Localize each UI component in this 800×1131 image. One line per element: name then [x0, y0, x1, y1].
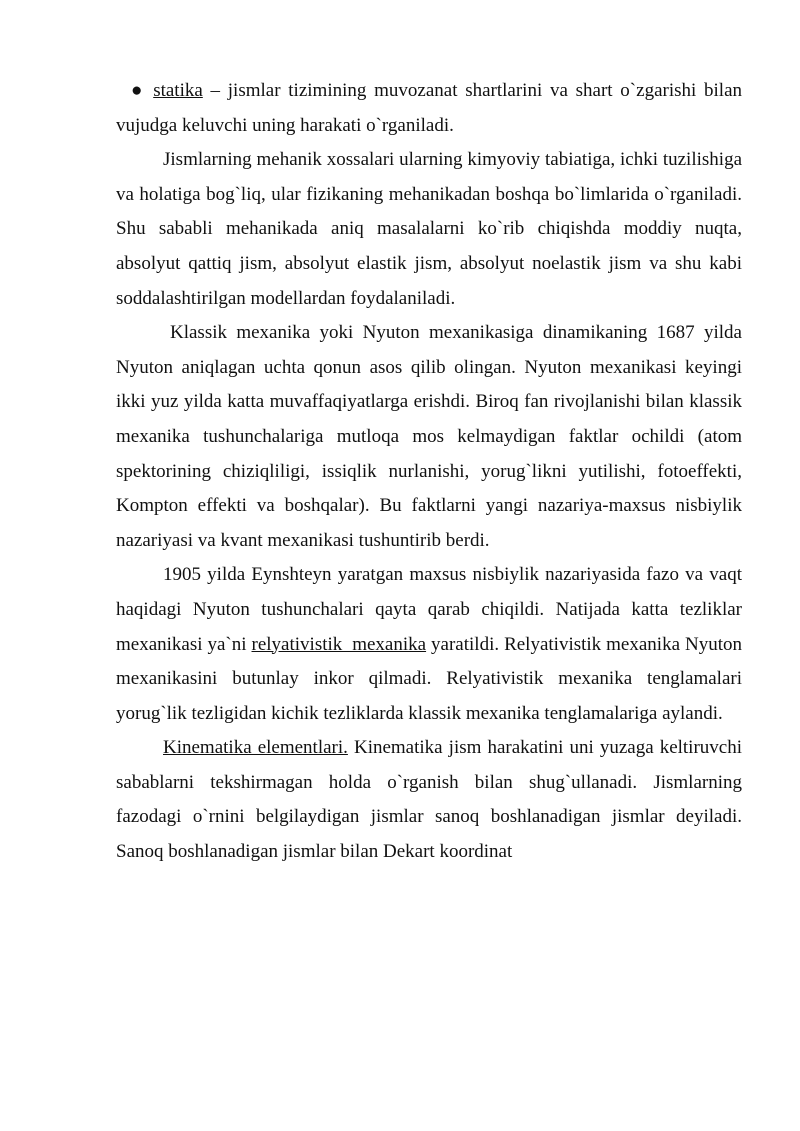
- paragraph-classical-mechanics: Klassik mexanika yoki Nyuton mexanikasiga dinamikaning 1687 yilda Nyuton aniqlagan uchta qonun asos qilib olingan. Nyuton mexanikasi keyingi ikki yuz yilda katta muvaffaqiyatlarga erishdi. Biroq fan rivojlanishi bilan klassik mexanika tushunchalariga mutloqa mos kelmaydigan faktlar ochildi (atom spektorining chiziqliligi, issiqlik nurlanishi, yorug`likni yutilishi, fotoeffekti, Kompton effekti va boshqalar). Bu faktlarni yangi nazariya-maxsus nisbiylik nazariyasi va kvant mexanikasi tushuntirib berdi.: [116, 322, 742, 551]
- statika-definition: – jismlar tizimining muvozanat shartlarini va shart o`zgarishi bilan vujudga keluvchi uning harakati o`rganiladi.: [116, 80, 743, 136]
- statika-term: statika: [153, 80, 203, 101]
- bullet-marker: ●: [131, 80, 146, 101]
- paragraph-relativistic-mechanics: [116, 558, 742, 731]
- relativity-text-after: yaratildi. Relyativistik mexanika Nyuton mexanikasini butunlay inkor qilmadi. Relyativistik mexanika tenglamalari yorug`lik tezligidan kichik tezliklarda klassik mexanika tenglamalariga aylandi.: [116, 633, 742, 724]
- kinematics-text: Kinematika jism harakatini uni yuzaga keltiruvchi sabablarni tekshirmagan holda o`rganish bilan shug`ullanadi. Jismlarning fazodagi o`rnini belgilaydigan jismlar sanoq boshlanadigan jismlar deyiladi. Sanoq boshlanadigan jismlar bilan Dekart koordinat: [116, 737, 742, 863]
- relativistic-mechanics-term: relyativistik mexanika: [251, 633, 427, 655]
- paragraph-mechanical-properties: Jismlarning mehanik xossalari ularning kimyoviy tabiatiga, ichki tuzilishiga va holatiga bog`liq, ular fizikaning mehanikadan boshqa bo`limlarida o`rganiladi. Shu sababli mehanikada aniq masalalarni ko`rib chiqishda moddiy nuqta, absolyut qattiq jism, absolyut elastik jism, absolyut noelastik jism va shu kabi soddalashtirilgan modellardan foydalaniladi.: [116, 149, 742, 309]
- statika-bullet-item: [116, 74, 742, 143]
- paragraph-kinematics: [116, 731, 742, 869]
- relativity-text-before: 1905 yilda Eynshteyn yaratgan maxsus nisbiylik nazariyasida fazo va vaqt haqidagi Nyuton tushunchalari qayta qarab chiqildi. Natijada katta tezliklar mexanikasi ya`ni: [116, 564, 742, 655]
- document-page: [116, 74, 742, 870]
- kinematics-heading: Kinematika elementlari.: [163, 737, 348, 759]
